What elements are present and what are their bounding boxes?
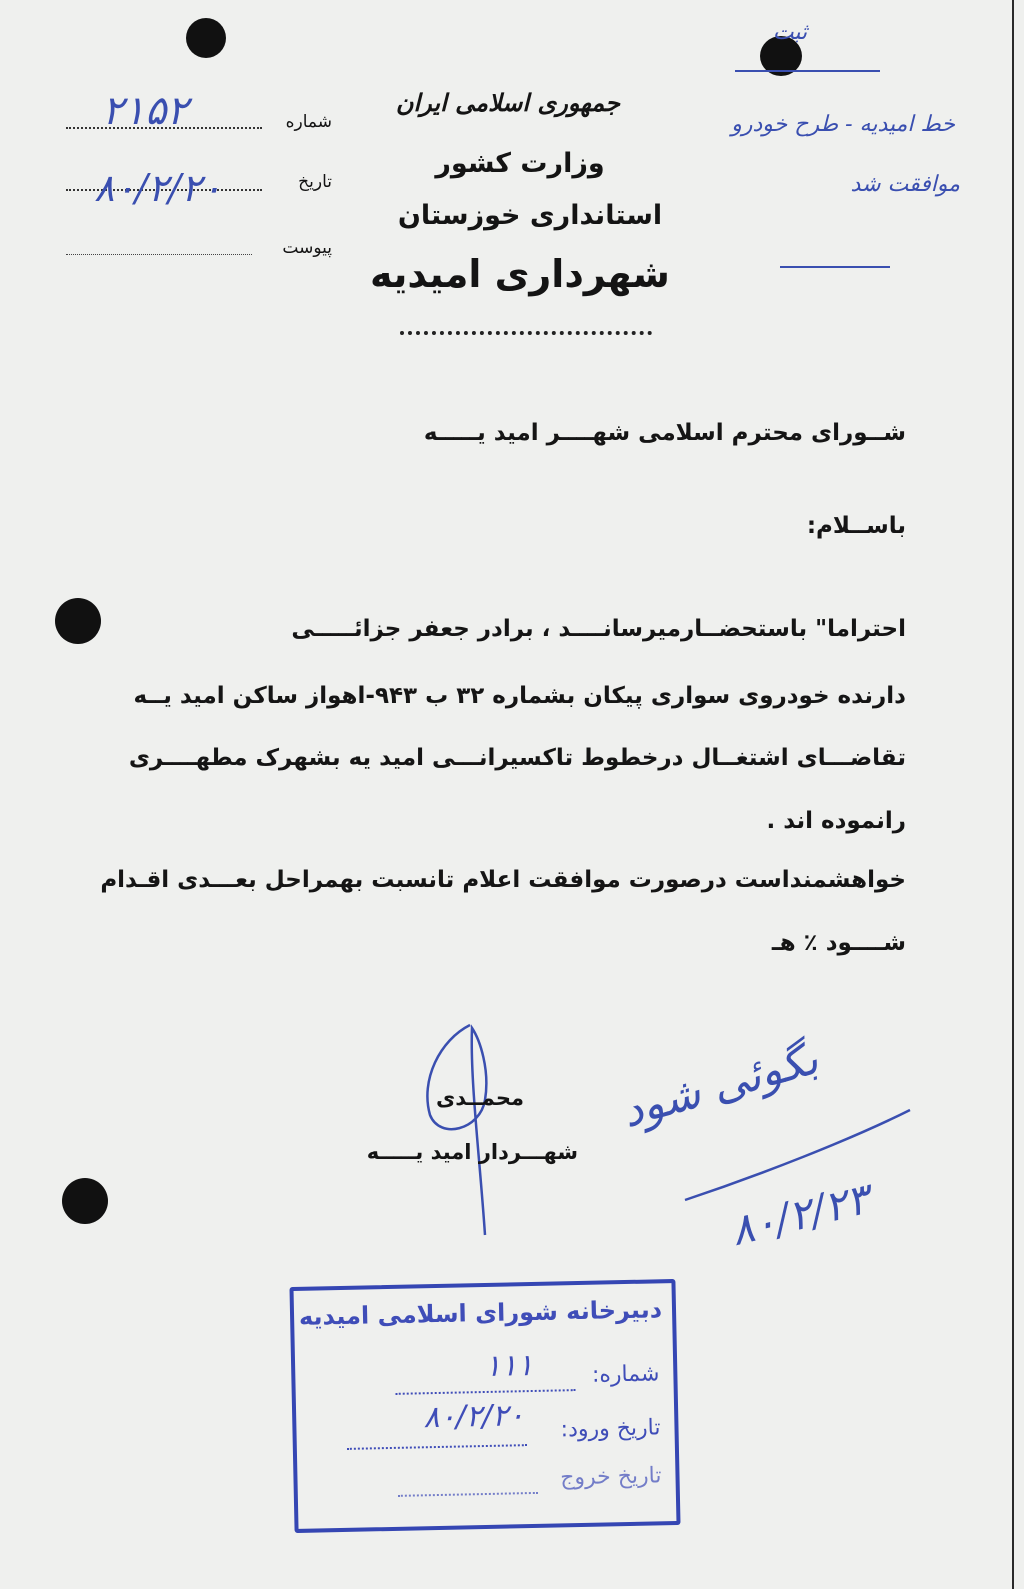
header-republic: جمهوری اسلامی ایران: [395, 88, 620, 117]
stamp-number-label: شماره:: [591, 1361, 660, 1388]
margin-note-underline: [735, 70, 880, 72]
attachment-label: پیوست: [282, 238, 332, 258]
body-line-5: خواهشمنداست درصورت موافقت اعلام تانسبت بهمراحل بعـــدی اقـدام: [100, 867, 906, 893]
recipient-line: شــورای محترم اسلامی شهــــر امید یـــــه: [423, 420, 906, 446]
stamp-exit-date-label: تاریخ خروج: [559, 1463, 662, 1491]
stamp-title: دبیرخانه شورای اسلامی امیدیه: [298, 1295, 663, 1331]
attachment-field-line: [66, 254, 252, 255]
header-ministry: وزارت کشور: [435, 148, 605, 179]
page-edge: [1012, 0, 1014, 1589]
punch-hole-bottom: [62, 1178, 108, 1224]
signature-scribble: [410, 1020, 530, 1240]
number-label: شماره: [285, 112, 332, 132]
signatory-title: شهـــردار امید یـــــه: [366, 1140, 578, 1164]
punch-hole-middle: [55, 598, 101, 644]
margin-note-top: ثبت: [772, 20, 808, 45]
stamp-number-value: ۱۱۱: [484, 1347, 534, 1384]
punch-hole-top-left: [186, 18, 226, 58]
header-divider: [400, 331, 652, 335]
body-line-4: رانموده اند .: [766, 808, 906, 834]
margin-note-line1: خط امیدیه - طرح خودرو: [731, 112, 955, 137]
date-value: ۸۰/۲/۲۰: [94, 166, 222, 210]
stamp-entry-date-label: تاریخ ورود:: [560, 1415, 661, 1443]
number-value: ۲۱۵۲: [102, 88, 188, 134]
header-governorate: استانداری خوزستان: [397, 200, 663, 231]
header-municipality: شهرداری امیدیه: [370, 252, 670, 296]
stamp-entry-date-value: ۸۰/۲/۲۰: [423, 1398, 525, 1436]
stamp-exit-date-line: [398, 1492, 538, 1497]
stamp-number-line: [396, 1389, 576, 1395]
body-line-1: احتراما" باستحضــارمیرسانــــد ، برادر جعفر جزائـــــی: [291, 616, 906, 642]
body-line-3: تقاضـــای اشتغــال درخطوط تاکسیرانـــی امید یه بشهرک مطهــــری: [128, 745, 906, 771]
date-label: تاریخ: [298, 172, 332, 192]
margin-note-line2: موافقت شد: [850, 172, 960, 197]
handwritten-approval-date: ۸۰/۲/۲۳: [725, 1173, 875, 1256]
handwritten-approval: بگوئی شود: [616, 1033, 824, 1138]
stamp-entry-date-line: [347, 1444, 527, 1450]
body-line-2: دارنده خودروی سواری پیکان بشماره ۳۲ ب ۹۴۳-اهواز ساکن امید یــه: [133, 683, 906, 709]
body-line-6: شــــود ٪ هـ: [771, 930, 906, 956]
margin-note-stroke: [780, 266, 890, 268]
greeting: باســلام:: [806, 513, 906, 539]
signatory-name: محمــدی: [436, 1086, 524, 1110]
registry-stamp: [289, 1279, 680, 1533]
